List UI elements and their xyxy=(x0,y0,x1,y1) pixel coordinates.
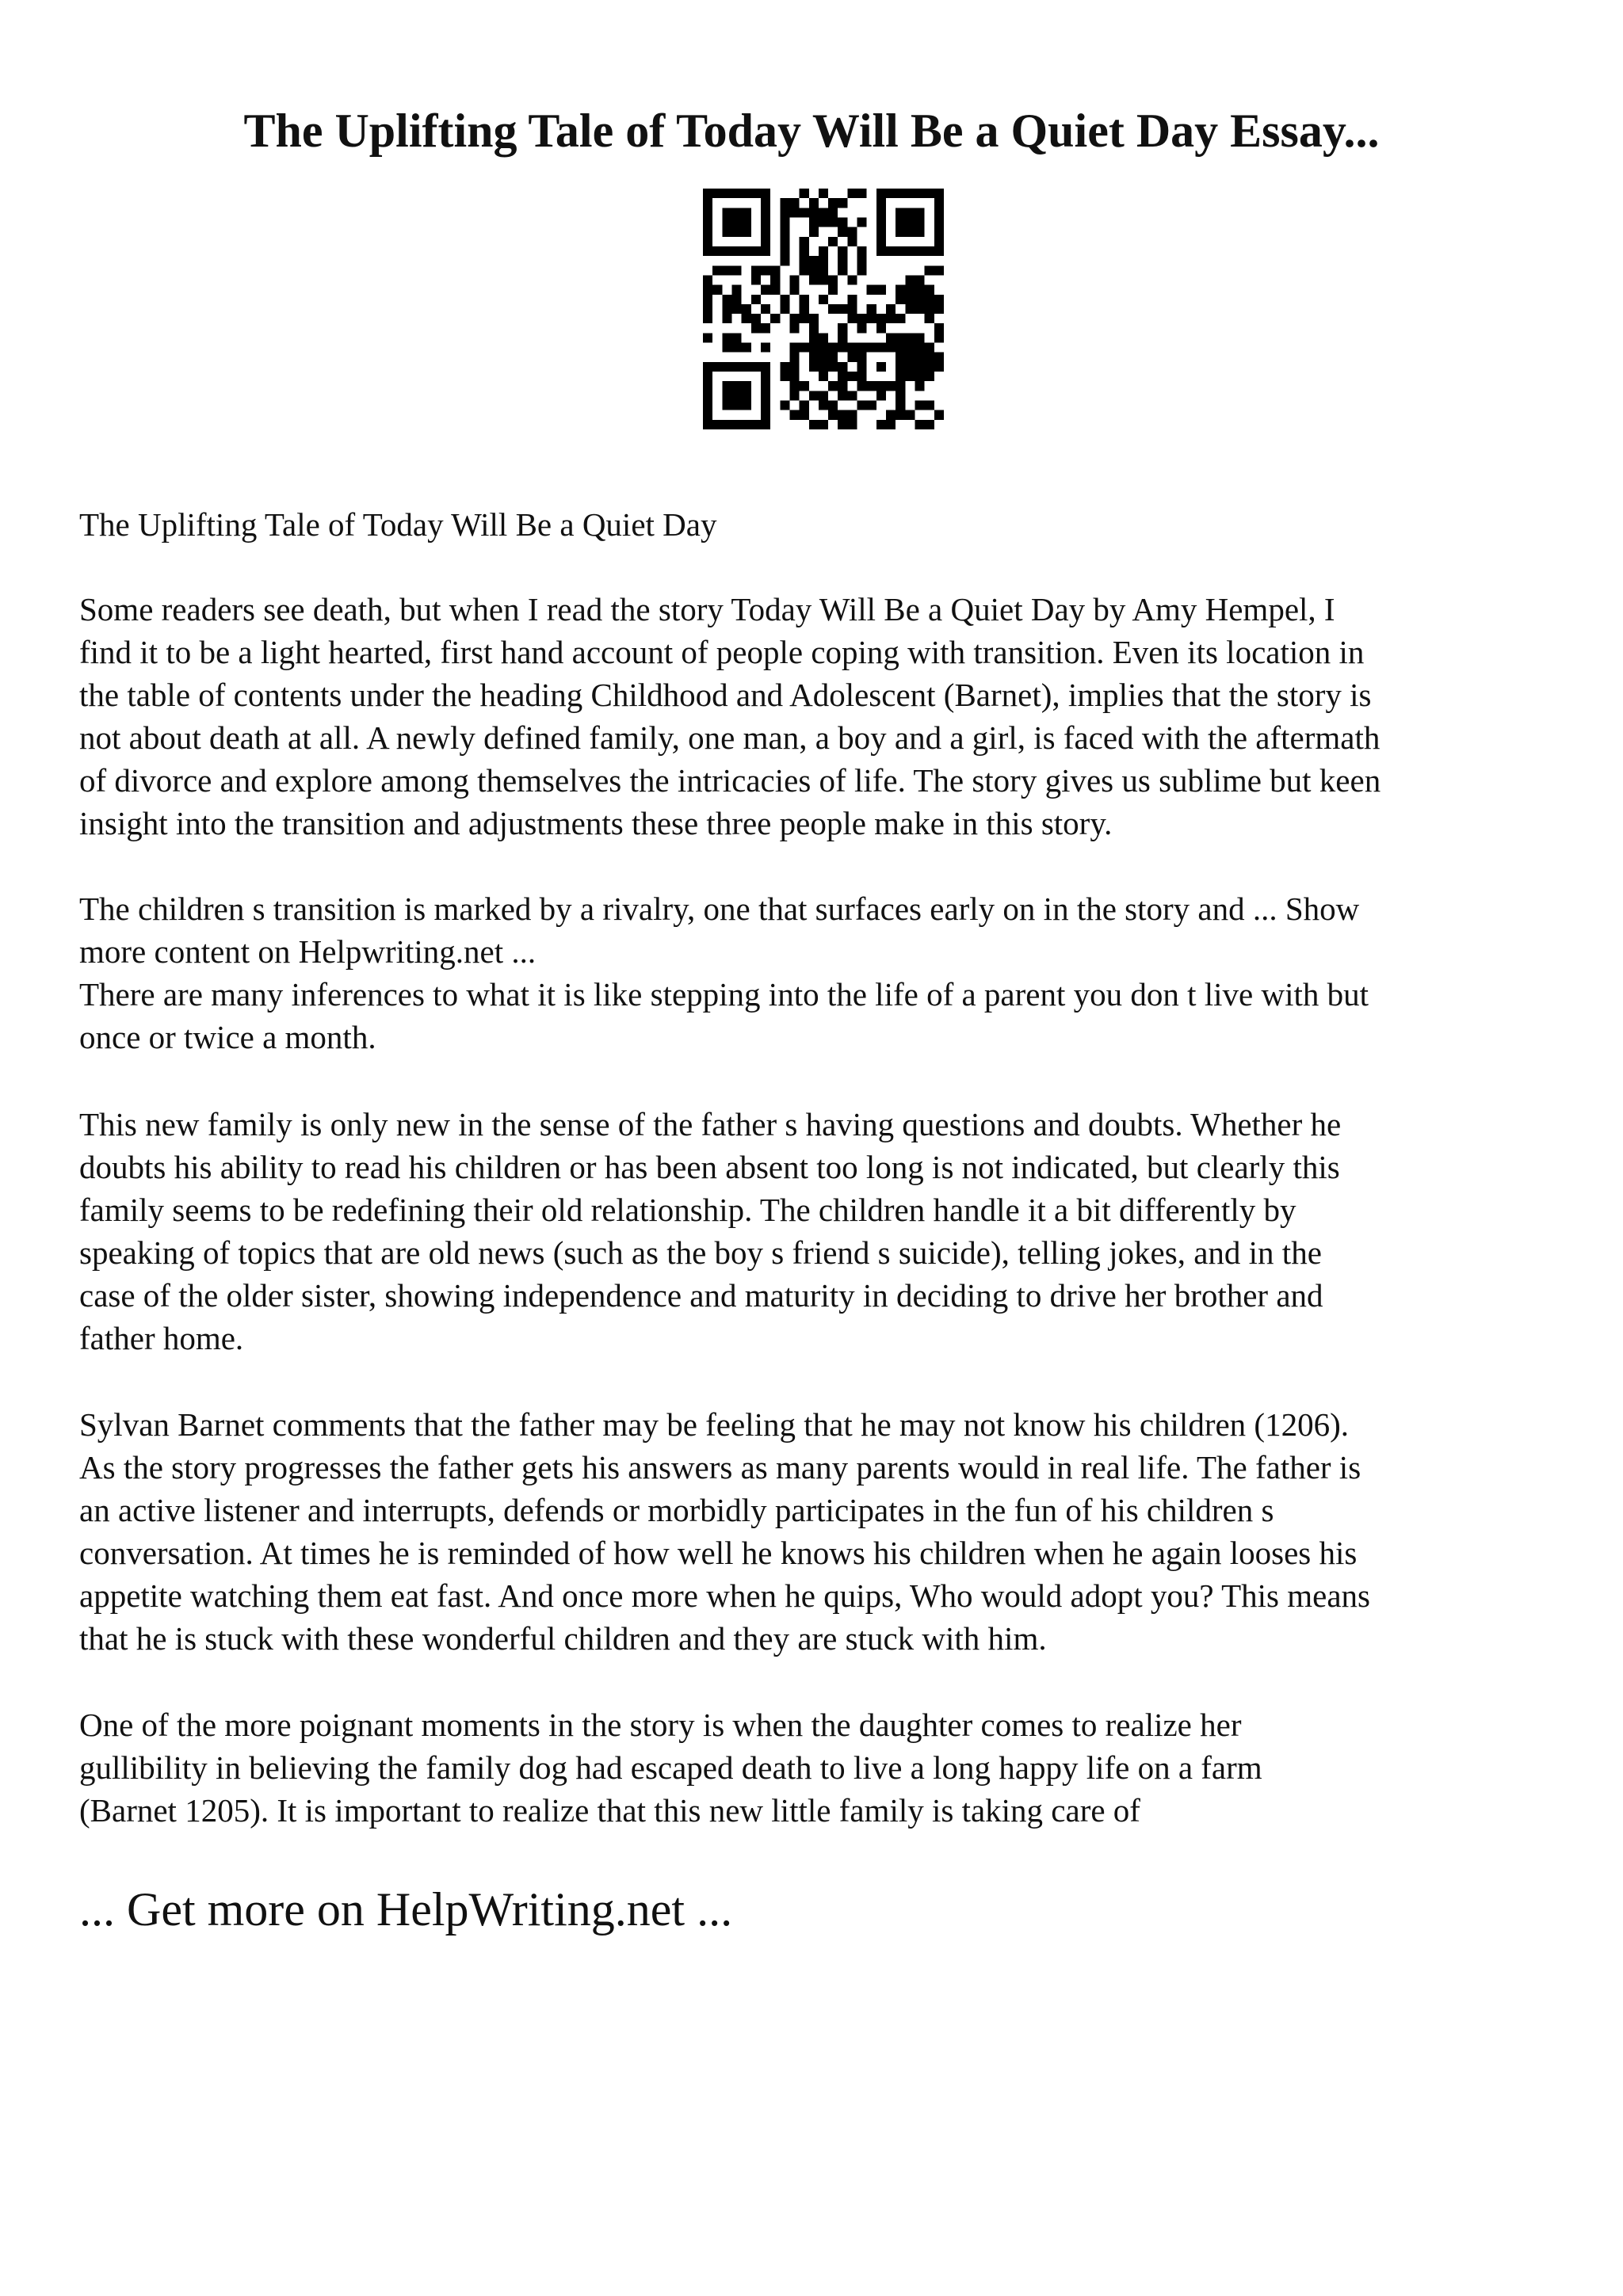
paragraph-1-line: the table of contents under the heading Childhood and Adolescent (Barnet), implies that the story is xyxy=(79,677,1372,713)
qr-code-icon xyxy=(703,189,944,429)
essay-subtitle: The Uplifting Tale of Today Will Be a Quiet Day xyxy=(79,506,717,543)
paragraph-3-line: father home. xyxy=(79,1320,244,1356)
paragraph-3-line: This new family is only new in the sense of the father s having questions and doubts. Whether he xyxy=(79,1106,1342,1142)
paragraph-1-line: insight into the transition and adjustments these three people make in this story. xyxy=(79,805,1113,841)
paragraph-1-line: find it to be a light hearted, first hand account of people coping with transition. Even its location in xyxy=(79,634,1365,670)
document-title: The Uplifting Tale of Today Will Be a Quiet Day Essay... xyxy=(243,105,1380,157)
paragraph-1-line: Some readers see death, but when I read the story Today Will Be a Quiet Day by Amy Hempel, I xyxy=(79,591,1335,627)
get-more-link[interactable]: ... Get more on HelpWriting.net ... xyxy=(79,1883,733,1936)
paragraph-5-line: (Barnet 1205). It is important to realize that this new little family is taking care of xyxy=(79,1792,1140,1829)
paragraph-4-line: that he is stuck with these wonderful children and they are stuck with him. xyxy=(79,1620,1047,1657)
paragraph-4-line: an active listener and interrupts, defends or morbidly participates in the fun of his children s xyxy=(79,1492,1274,1528)
paragraph-1-line: not about death at all. A newly defined family, one man, a boy and a girl, is faced with the aftermath xyxy=(79,719,1381,756)
paragraph-5-line: gullibility in believing the family dog had escaped death to live a long happy life on a farm xyxy=(79,1749,1262,1786)
paragraph-3-line: case of the older sister, showing independence and maturity in deciding to drive her brother and xyxy=(79,1277,1323,1314)
paragraph-2-line: once or twice a month. xyxy=(79,1019,376,1055)
paragraph-2-line: There are many inferences to what it is like stepping into the life of a parent you don t live with but xyxy=(79,976,1369,1013)
paragraph-4-line: As the story progresses the father gets his answers as many parents would in real life. The father is xyxy=(79,1449,1361,1486)
paragraph-5-line: One of the more poignant moments in the story is when the daughter comes to realize her xyxy=(79,1707,1242,1743)
paragraph-3-line: doubts his ability to read his children or has been absent too long is not indicated, but clearly this xyxy=(79,1149,1340,1185)
paragraph-1-line: of divorce and explore among themselves the intricacies of life. The story gives us sublime but keen xyxy=(79,762,1381,799)
paragraph-3-line: family seems to be redefining their old relationship. The children handle it a bit differently by xyxy=(79,1192,1296,1228)
paragraph-4-line: conversation. At times he is reminded of how well he knows his children when he again looses his xyxy=(79,1535,1358,1571)
paragraph-4-line: appetite watching them eat fast. And once more when he quips, Who would adopt you? This means xyxy=(79,1577,1370,1614)
paragraph-3-line: speaking of topics that are old news (such as the boy s friend s suicide), telling jokes, and in the xyxy=(79,1234,1322,1271)
paragraph-4-line: Sylvan Barnet comments that the father may be feeling that he may not know his children (1206). xyxy=(79,1406,1349,1443)
paragraph-2-line: more content on Helpwriting.net ... xyxy=(79,933,537,970)
paragraph-2-line: The children s transition is marked by a rivalry, one that surfaces early on in the story and ... Show xyxy=(79,891,1360,927)
